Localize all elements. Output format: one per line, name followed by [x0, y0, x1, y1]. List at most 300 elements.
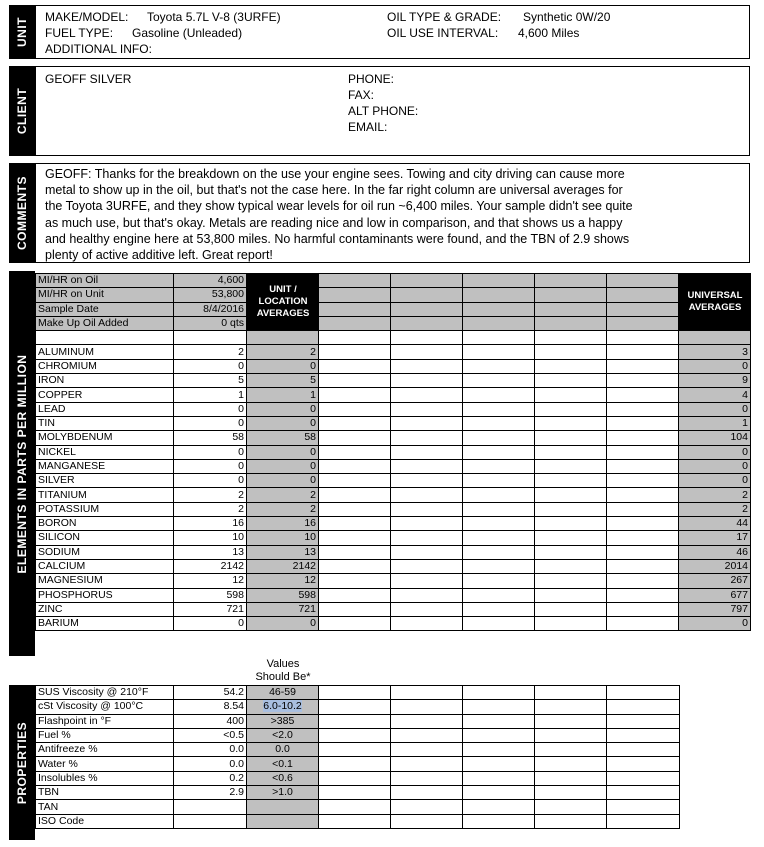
- element-universal-average: 3: [679, 345, 751, 359]
- element-name: LEAD: [36, 402, 174, 416]
- element-average: 12: [247, 574, 319, 588]
- empty-cell: [391, 416, 463, 430]
- empty-cell: [391, 714, 463, 728]
- fuel-type-label: FUEL TYPE:: [45, 26, 114, 40]
- property-should-be-text: 46-59: [269, 686, 296, 699]
- property-should-be-text: 0.0: [275, 743, 290, 756]
- empty-cell: [607, 545, 679, 559]
- property-row: [36, 700, 680, 714]
- element-universal-average: 0: [679, 445, 751, 459]
- property-row: [36, 771, 680, 785]
- property-should-be: [247, 786, 319, 800]
- properties-table: [35, 685, 680, 829]
- empty-cell: [535, 814, 607, 828]
- empty-cell: [535, 771, 607, 785]
- property-row: [36, 743, 680, 757]
- element-average: 2: [247, 488, 319, 502]
- elements-table: [35, 273, 751, 631]
- empty-cell: [463, 517, 535, 531]
- empty-cell: [607, 517, 679, 531]
- element-row: [36, 459, 751, 473]
- element-value: 2: [174, 488, 247, 502]
- empty-cell: [463, 502, 535, 516]
- empty-cell: [391, 331, 463, 345]
- unit-location-averages-header: UNIT / LOCATION AVERAGES: [247, 273, 319, 331]
- empty-cell: [607, 743, 680, 757]
- empty-cell: [535, 714, 607, 728]
- empty-cell: [391, 700, 463, 714]
- empty-cell: [607, 531, 679, 545]
- element-name: MANGANESE: [36, 459, 174, 473]
- empty-cell: [319, 757, 391, 771]
- empty-cell: [319, 345, 391, 359]
- empty-cell: [535, 502, 607, 516]
- element-row: [36, 517, 751, 531]
- empty-cell: [535, 274, 607, 288]
- element-universal-average: 4: [679, 388, 751, 402]
- empty-cell: [174, 331, 247, 345]
- empty-cell: [607, 316, 679, 330]
- info-label: Make Up Oil Added: [36, 316, 174, 330]
- empty-cell: [607, 714, 680, 728]
- element-average: 0: [247, 474, 319, 488]
- elements-tab-label: ELEMENTS IN PARTS PER MILLION: [15, 354, 29, 573]
- element-value: 0: [174, 474, 247, 488]
- element-average: 0: [247, 617, 319, 631]
- element-name: TITANIUM: [36, 488, 174, 502]
- info-value: 53,800: [174, 288, 247, 302]
- property-value: [174, 814, 247, 828]
- empty-cell: [391, 388, 463, 402]
- empty-cell: [391, 743, 463, 757]
- comments-tab: [9, 163, 35, 263]
- empty-cell: [391, 814, 463, 828]
- empty-cell: [607, 800, 680, 814]
- empty-cell: [391, 288, 463, 302]
- element-row: [36, 588, 751, 602]
- empty-cell: [391, 459, 463, 473]
- comment-line: GEOFF: Thanks for the breakdown on the use your engine sees. Towing and city driving can cause more: [45, 167, 625, 181]
- empty-cell: [319, 316, 391, 330]
- element-row: [36, 531, 751, 545]
- empty-cell: [463, 288, 535, 302]
- element-name: POTASSIUM: [36, 502, 174, 516]
- empty-cell: [391, 588, 463, 602]
- empty-cell: [391, 431, 463, 445]
- empty-cell: [535, 545, 607, 559]
- info-row: [36, 288, 751, 302]
- empty-cell: [463, 531, 535, 545]
- oil-use-label: OIL USE INTERVAL:: [387, 26, 499, 40]
- empty-cell: [535, 388, 607, 402]
- property-should-be: [247, 700, 319, 714]
- empty-cell: [319, 574, 391, 588]
- client-name: GEOFF SILVER: [45, 72, 132, 86]
- empty-cell: [391, 771, 463, 785]
- comment-line: and healthy engine here at 53,800 miles. No harmful contaminants were found, and the TBN of 2.9 shows: [45, 231, 630, 246]
- empty-cell: [607, 459, 679, 473]
- property-name: Fuel %: [36, 728, 174, 742]
- empty-cell: [463, 814, 535, 828]
- element-row: [36, 488, 751, 502]
- element-row: [36, 559, 751, 573]
- fuel-type-value: Gasoline (Unleaded): [132, 26, 243, 40]
- empty-cell: [607, 814, 680, 828]
- empty-cell: [463, 545, 535, 559]
- element-row: [36, 545, 751, 559]
- empty-cell: [607, 474, 679, 488]
- empty-cell: [607, 502, 679, 516]
- elements-tab: [9, 271, 35, 656]
- empty-cell: [535, 431, 607, 445]
- unit-panel: [35, 5, 750, 59]
- empty-cell: [535, 316, 607, 330]
- empty-cell: [391, 488, 463, 502]
- empty-cell: [535, 743, 607, 757]
- element-average: 13: [247, 545, 319, 559]
- property-should-be: [247, 814, 319, 828]
- element-average: 0: [247, 459, 319, 473]
- info-row: [36, 316, 751, 330]
- info-label: MI/HR on Oil: [36, 274, 174, 288]
- empty-cell: [463, 588, 535, 602]
- empty-cell: [319, 743, 391, 757]
- element-average: 721: [247, 602, 319, 616]
- element-universal-average: 267: [679, 574, 751, 588]
- client-panel: [35, 66, 750, 156]
- empty-cell: [607, 559, 679, 573]
- property-should-be-text: >1.0: [272, 786, 293, 799]
- property-should-be-text: <0.6: [272, 771, 293, 784]
- empty-cell: [463, 302, 535, 316]
- empty-cell: [391, 757, 463, 771]
- empty-cell: [607, 359, 679, 373]
- empty-cell: [463, 574, 535, 588]
- property-should-be-text: <2.0: [272, 729, 293, 742]
- element-value: 2: [174, 345, 247, 359]
- empty-cell: [535, 728, 607, 742]
- element-row: [36, 345, 751, 359]
- element-universal-average: 0: [679, 459, 751, 473]
- element-universal-average: 0: [679, 402, 751, 416]
- empty-cell: [535, 757, 607, 771]
- empty-cell: [535, 488, 607, 502]
- empty-cell: [607, 786, 680, 800]
- empty-cell: [463, 488, 535, 502]
- element-name: ZINC: [36, 602, 174, 616]
- empty-cell: [607, 416, 679, 430]
- values-should-be-header: Values Should Be*: [255, 658, 311, 683]
- empty-cell: [607, 431, 679, 445]
- element-row: [36, 602, 751, 616]
- property-row: [36, 786, 680, 800]
- empty-cell: [319, 531, 391, 545]
- empty-cell: [463, 474, 535, 488]
- property-row: [36, 800, 680, 814]
- empty-cell: [535, 574, 607, 588]
- empty-cell: [463, 431, 535, 445]
- oil-type-label: OIL TYPE & GRADE:: [387, 10, 502, 24]
- empty-cell: [319, 402, 391, 416]
- empty-cell: [607, 488, 679, 502]
- element-universal-average: 0: [679, 359, 751, 373]
- empty-cell: [319, 686, 391, 700]
- empty-cell: [319, 814, 391, 828]
- empty-cell: [319, 388, 391, 402]
- empty-cell: [319, 602, 391, 616]
- empty-cell: [535, 800, 607, 814]
- empty-cell: [607, 331, 679, 345]
- empty-cell: [319, 459, 391, 473]
- element-universal-average: 17: [679, 531, 751, 545]
- empty-cell: [607, 602, 679, 616]
- empty-cell: [535, 288, 607, 302]
- element-value: 12: [174, 574, 247, 588]
- empty-cell: [463, 786, 535, 800]
- element-universal-average: 2: [679, 488, 751, 502]
- empty-cell: [463, 800, 535, 814]
- element-value: 0: [174, 359, 247, 373]
- empty-cell: [535, 359, 607, 373]
- comment-line: metal to show up in the oil, but that's not the case here. In the far right column are universal averages for: [45, 183, 623, 198]
- element-universal-average: 797: [679, 602, 751, 616]
- property-value: 0.2: [174, 771, 247, 785]
- empty-cell: [319, 502, 391, 516]
- empty-cell: [463, 445, 535, 459]
- empty-cell: [607, 757, 680, 771]
- empty-cell: [607, 771, 680, 785]
- additional-info-label: ADDITIONAL INFO:: [45, 42, 152, 56]
- comments-tab-label: COMMENTS: [15, 176, 29, 250]
- element-average: 2142: [247, 559, 319, 573]
- comments-text: [45, 166, 633, 263]
- element-average: 10: [247, 531, 319, 545]
- element-average: 2: [247, 345, 319, 359]
- element-average: 58: [247, 431, 319, 445]
- empty-cell: [391, 359, 463, 373]
- property-row: [36, 728, 680, 742]
- empty-cell: [679, 331, 751, 345]
- empty-cell: [391, 502, 463, 516]
- empty-cell: [319, 288, 391, 302]
- universal-averages-header: UNIVERSAL AVERAGES: [679, 273, 751, 331]
- element-universal-average: 677: [679, 588, 751, 602]
- element-value: 0: [174, 445, 247, 459]
- property-name: ISO Code: [36, 814, 174, 828]
- empty-cell: [319, 302, 391, 316]
- element-average: 2: [247, 502, 319, 516]
- empty-cell: [607, 302, 679, 316]
- empty-cell: [607, 700, 680, 714]
- empty-cell: [607, 388, 679, 402]
- empty-cell: [535, 700, 607, 714]
- element-name: TIN: [36, 416, 174, 430]
- element-value: 598: [174, 588, 247, 602]
- properties-tab: [9, 685, 35, 840]
- element-row: [36, 388, 751, 402]
- empty-cell: [391, 302, 463, 316]
- empty-cell: [535, 302, 607, 316]
- element-value: 10: [174, 531, 247, 545]
- empty-cell: [607, 274, 679, 288]
- empty-cell: [463, 771, 535, 785]
- element-name: ALUMINUM: [36, 345, 174, 359]
- empty-cell: [391, 445, 463, 459]
- unit-tab-label: UNIT: [15, 17, 29, 47]
- element-row: [36, 359, 751, 373]
- client-tab-label: CLIENT: [15, 87, 29, 135]
- element-average: 1: [247, 388, 319, 402]
- element-name: SODIUM: [36, 545, 174, 559]
- property-should-be: [247, 771, 319, 785]
- empty-cell: [535, 686, 607, 700]
- element-value: 1: [174, 388, 247, 402]
- element-name: NICKEL: [36, 445, 174, 459]
- empty-cell: [319, 416, 391, 430]
- element-name: PHOSPHORUS: [36, 588, 174, 602]
- element-universal-average: 104: [679, 431, 751, 445]
- empty-cell: [463, 743, 535, 757]
- empty-cell: [463, 728, 535, 742]
- property-should-be-text: 6.0-10.2: [263, 700, 302, 713]
- element-universal-average: 1: [679, 416, 751, 430]
- element-universal-average: 46: [679, 545, 751, 559]
- empty-cell: [463, 316, 535, 330]
- element-value: 0: [174, 617, 247, 631]
- comments-panel: [35, 163, 750, 263]
- element-universal-average: 0: [679, 474, 751, 488]
- empty-cell: [319, 545, 391, 559]
- empty-cell: [463, 402, 535, 416]
- property-value: 400: [174, 714, 247, 728]
- property-should-be-text: <0.1: [272, 757, 293, 770]
- element-name: IRON: [36, 374, 174, 388]
- property-name: cSt Viscosity @ 100°C: [36, 700, 174, 714]
- element-name: MOLYBDENUM: [36, 431, 174, 445]
- empty-cell: [463, 617, 535, 631]
- empty-cell: [607, 588, 679, 602]
- empty-cell: [319, 274, 391, 288]
- element-universal-average: 2: [679, 502, 751, 516]
- property-row: [36, 814, 680, 828]
- element-average: 0: [247, 402, 319, 416]
- element-average: 598: [247, 588, 319, 602]
- element-name: BORON: [36, 517, 174, 531]
- property-should-be: [247, 728, 319, 742]
- empty-cell: [247, 331, 319, 345]
- element-value: 13: [174, 545, 247, 559]
- property-value: 0.0: [174, 743, 247, 757]
- empty-cell: [535, 602, 607, 616]
- info-label: Sample Date: [36, 302, 174, 316]
- empty-cell: [319, 700, 391, 714]
- element-row: [36, 574, 751, 588]
- element-value: 58: [174, 431, 247, 445]
- element-average: 0: [247, 416, 319, 430]
- empty-cell: [391, 800, 463, 814]
- comment-line: as much use, but that's okay. Metals are reading nice and low in comparison, and that shows us a happy: [45, 215, 623, 230]
- empty-cell: [36, 331, 174, 345]
- empty-cell: [607, 617, 679, 631]
- element-name: MAGNESIUM: [36, 574, 174, 588]
- element-value: 721: [174, 602, 247, 616]
- property-name: Insolubles %: [36, 771, 174, 785]
- info-value: 4,600: [174, 274, 247, 288]
- empty-cell: [391, 786, 463, 800]
- info-value: 8/4/2016: [174, 302, 247, 316]
- element-value: 5: [174, 374, 247, 388]
- empty-cell: [607, 728, 680, 742]
- element-name: SILICON: [36, 531, 174, 545]
- empty-cell: [463, 700, 535, 714]
- element-universal-average: 44: [679, 517, 751, 531]
- empty-cell: [535, 559, 607, 573]
- empty-cell: [535, 786, 607, 800]
- property-value: 8.54: [174, 700, 247, 714]
- property-row: [36, 686, 680, 700]
- empty-cell: [319, 588, 391, 602]
- empty-cell: [319, 431, 391, 445]
- element-name: CHROMIUM: [36, 359, 174, 373]
- property-value: 2.9: [174, 786, 247, 800]
- empty-cell: [391, 517, 463, 531]
- alt-phone-label: ALT PHONE:: [348, 104, 419, 118]
- element-average: 16: [247, 517, 319, 531]
- unit-tab: [9, 5, 35, 59]
- empty-cell: [463, 686, 535, 700]
- empty-cell: [535, 474, 607, 488]
- empty-cell: [535, 374, 607, 388]
- empty-cell: [463, 714, 535, 728]
- empty-cell: [463, 416, 535, 430]
- empty-cell: [463, 331, 535, 345]
- empty-cell: [319, 331, 391, 345]
- empty-cell: [319, 728, 391, 742]
- element-universal-average: 0: [679, 617, 751, 631]
- element-name: SILVER: [36, 474, 174, 488]
- empty-cell: [535, 416, 607, 430]
- empty-cell: [319, 786, 391, 800]
- info-value: 0 qts: [174, 316, 247, 330]
- empty-cell: [391, 345, 463, 359]
- empty-cell: [319, 517, 391, 531]
- empty-cell: [607, 288, 679, 302]
- element-average: 0: [247, 359, 319, 373]
- empty-cell: [391, 316, 463, 330]
- empty-cell: [391, 559, 463, 573]
- empty-cell: [391, 531, 463, 545]
- info-row: [36, 274, 751, 288]
- element-name: BARIUM: [36, 617, 174, 631]
- element-row: [36, 445, 751, 459]
- property-value: 0.0: [174, 757, 247, 771]
- property-should-be: [247, 757, 319, 771]
- empty-cell: [607, 574, 679, 588]
- info-row: [36, 302, 751, 316]
- property-name: Antifreeze %: [36, 743, 174, 757]
- empty-cell: [319, 714, 391, 728]
- empty-cell: [391, 374, 463, 388]
- property-name: Flashpoint in °F: [36, 714, 174, 728]
- comment-line: plenty of active additive left. Great report!: [45, 248, 273, 263]
- info-label: MI/HR on Unit: [36, 288, 174, 302]
- empty-cell: [391, 474, 463, 488]
- empty-cell: [391, 545, 463, 559]
- empty-cell: [463, 374, 535, 388]
- oil-use-value: 4,600 Miles: [518, 26, 580, 40]
- element-average: 5: [247, 374, 319, 388]
- empty-cell: [319, 474, 391, 488]
